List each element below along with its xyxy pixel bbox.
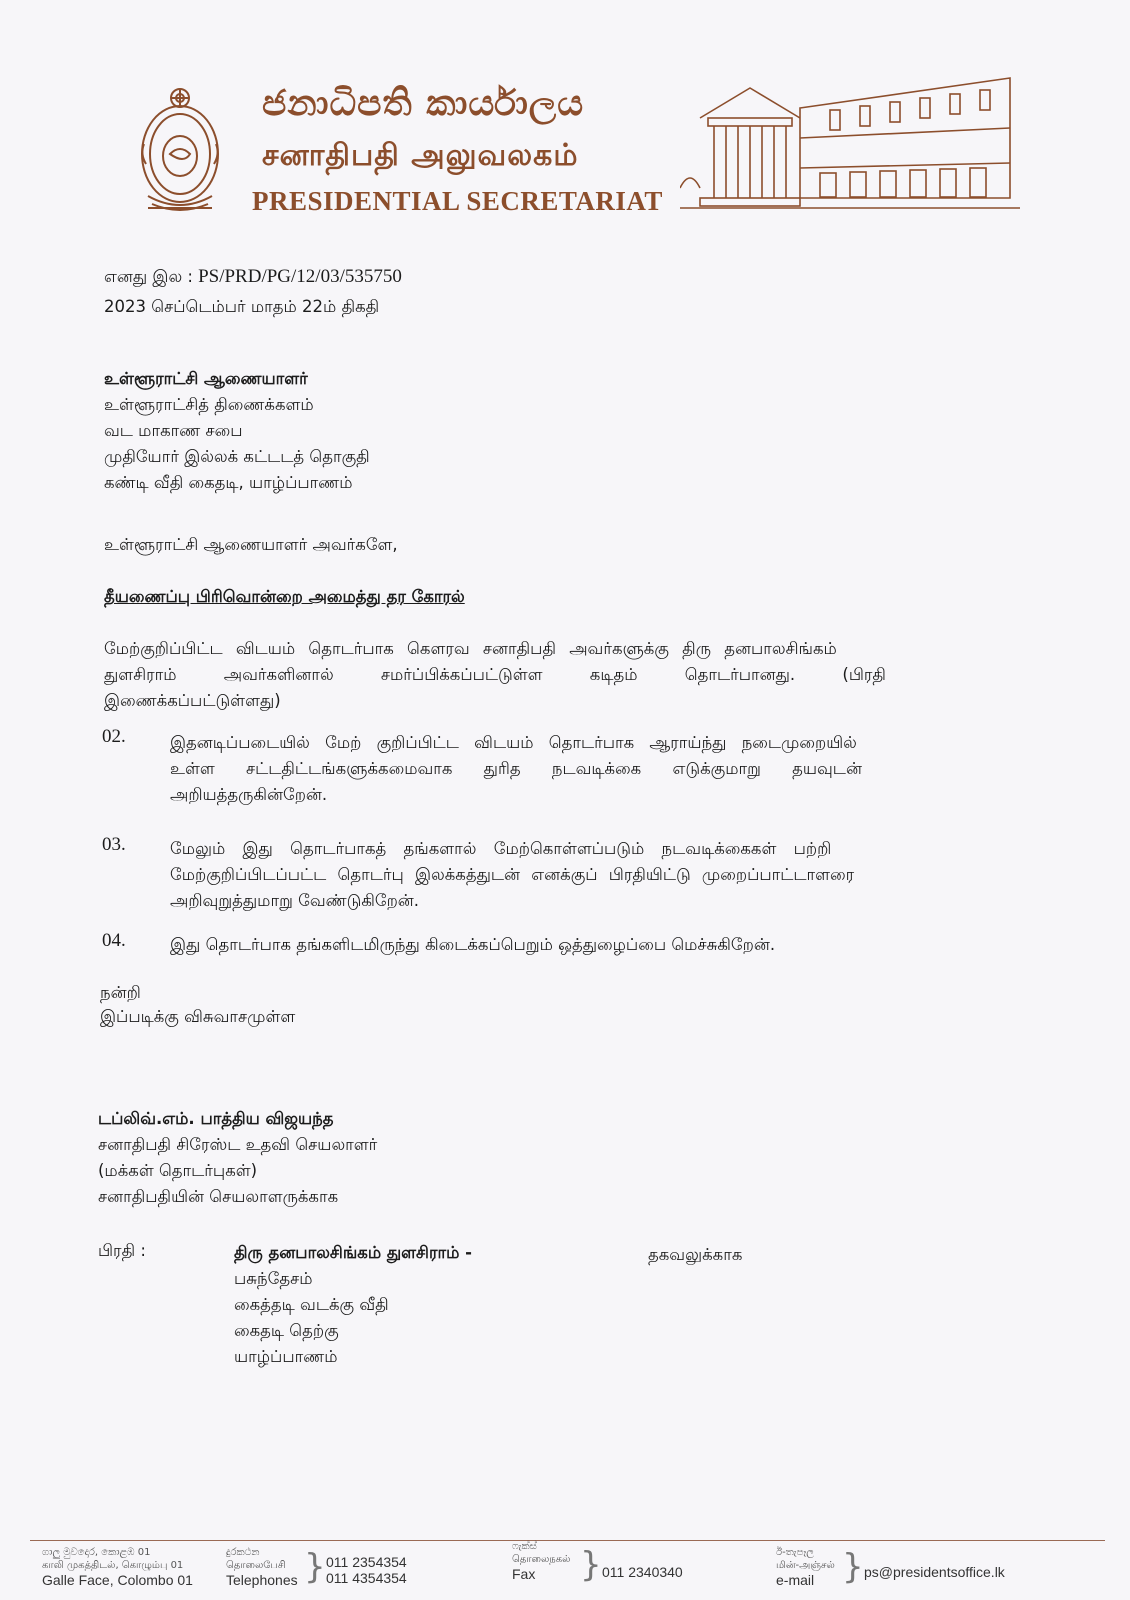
footer-tel-sinhala: දුරකථන — [226, 1547, 260, 1558]
footer-address — [42, 1546, 193, 1588]
paragraph-line: மேற்குறிப்பிட்ட விடயம் தொடர்பாக கௌரவ சனாதிபதி அவர்களுக்கு திரு தனபாலசிங்கம் — [104, 639, 837, 658]
footer-email-english: e-mail — [776, 1572, 815, 1588]
footer-fax-number: 011 2340340 — [602, 1564, 683, 1580]
signatory-title: சனாதிபதி சிரேஸ்ட உதவி செயலாளர் — [98, 1135, 378, 1154]
brace-icon: } — [580, 1545, 602, 1585]
signatory-title: (மக்கள் தொடர்புகள்) — [98, 1161, 258, 1180]
subject-heading: தீயணைப்பு பிரிவொன்றை அமைத்து தர கோரல் — [104, 587, 465, 606]
footer-fax-label — [512, 1540, 570, 1582]
footer-tel-tamil: தொலைபேசி — [226, 1560, 286, 1571]
paragraph-line: இது தொடர்பாக தங்களிடமிருந்து கிடைக்கப்பெறும் ஒத்துழைப்பை மெச்சுகிறேன். — [170, 935, 776, 954]
brace-icon: } — [842, 1547, 864, 1587]
footer-address-sinhala: ගාලු මුවදොර, කොළඹ 01 — [42, 1547, 151, 1558]
footer-address-english: Galle Face, Colombo 01 — [42, 1572, 193, 1588]
paragraph-line: மேலும் இது தொடர்பாகத் தங்களால் மேற்கொள்ளப்படும் நடவடிக்கைகள் பற்றி — [170, 839, 832, 858]
footer-tel-number: 011 2354354 — [326, 1554, 407, 1570]
recipient-line: வட மாகாண சபை — [104, 421, 243, 440]
closing-thanks: நன்றி — [100, 983, 141, 1002]
footer-fax-english: Fax — [512, 1566, 536, 1582]
copy-address-line: பசுந்தேசம் — [234, 1269, 313, 1288]
recipient-line: கண்டி வீதி கைதடி, யாழ்ப்பாணம் — [104, 473, 353, 492]
body-paragraph-1 — [104, 636, 994, 714]
sri-lanka-emblem-icon — [136, 84, 224, 216]
footer-email-tamil: மின்-அஞ்சல் — [776, 1560, 835, 1571]
paragraph-line: இதனடிப்படையில் மேற் குறிப்பிட்ட விடயம் தொடர்பாக ஆராய்ந்து நடைமுறையில் — [170, 733, 857, 752]
presidential-building-icon — [680, 48, 1020, 220]
copy-label: பிரதி : — [98, 1241, 146, 1260]
body-item-4 — [170, 932, 990, 958]
paragraph-line: அறியத்தருகின்றேன். — [170, 785, 328, 804]
footer-fax-sinhala: ෆැක්ස් — [512, 1541, 537, 1552]
paragraph-line: துளசிராம் அவர்களினால் சமர்ப்பிக்கப்பட்டுள்ள கடிதம் தொடர்பானது. (பிரதி — [104, 665, 886, 684]
body-item-2 — [170, 730, 990, 808]
recipient-line: உள்ளூராட்சி ஆணையாளர் — [104, 369, 308, 388]
footer-address-tamil: காலி முகத்திடல், கொழும்பு 01 — [42, 1560, 184, 1571]
footer-email-sinhala: ඊ-තැපෑල — [776, 1547, 814, 1558]
footer-tel-english: Telephones — [226, 1572, 298, 1588]
brace-icon: } — [304, 1547, 326, 1587]
copy-address-line: யாழ்ப்பாணம் — [234, 1347, 338, 1366]
footer-email-link[interactable]: ps@presidentsoffice.lk — [864, 1564, 1005, 1580]
paragraph-line: இணைக்கப்பட்டுள்ளது) — [104, 691, 281, 710]
item-number: 02. — [102, 726, 126, 747]
recipient-line: முதியோர் இல்லக் கட்டடத் தொகுதி — [104, 447, 370, 466]
footer-fax-tamil: தொலைநகல் — [512, 1554, 571, 1565]
recipient-line: உள்ளூராட்சித் திணைக்களம் — [104, 395, 314, 414]
item-number: 04. — [102, 930, 126, 951]
paragraph-line: அறிவுறுத்துமாறு வேண்டுகிறேன். — [170, 891, 420, 910]
letterhead-sinhala: ජනාධිපති කාර්යාලය — [262, 82, 585, 124]
salutation: உள்ளூராட்சி ஆணையாளர் அவர்களே, — [104, 535, 398, 554]
copy-address-line: கைதடி தெற்கு — [234, 1321, 339, 1340]
letter-date: 2023 செப்டெம்பர் மாதம் 22ம் திகதி — [104, 297, 380, 316]
footer-telephone-label — [226, 1546, 298, 1588]
reference-number: PS/PRD/PG/12/03/535750 — [198, 266, 402, 287]
paragraph-line: மேற்குறிப்பிடப்பட்ட தொடர்பு இலக்கத்துடன் எனக்குப் பிரதியிட்டு முறைப்பாட்டாளரை — [170, 865, 855, 884]
reference-line — [104, 264, 402, 290]
copy-purpose: தகவலுக்காக — [648, 1245, 743, 1264]
footer-telephone-numbers — [326, 1554, 407, 1586]
body-item-3 — [170, 836, 990, 914]
signatory-title: சனாதிபதியின் செயலாளருக்காக — [98, 1187, 339, 1206]
copy-address-line: கைத்தடி வடக்கு வீதி — [234, 1295, 389, 1314]
closing-regards: இப்படிக்கு விசுவாசமுள்ள — [100, 1007, 296, 1026]
paragraph-line: உள்ள சட்டதிட்டங்களுக்கமைவாக துரித நடவடிக்கை எடுக்குமாறு தயவுடன் — [170, 759, 862, 778]
footer-email-label — [776, 1546, 835, 1588]
letterhead-english: PRESIDENTIAL SECRETARIAT — [252, 186, 663, 216]
copy-recipient-name: திரு தனபாலசிங்கம் துளசிராம் - — [234, 1243, 472, 1262]
signatory-name: டப்லிவ்.எம். பாத்திய விஜயந்த — [98, 1109, 334, 1128]
item-number: 03. — [102, 834, 126, 855]
reference-label: எனது இல : — [104, 267, 193, 286]
letterhead-tamil: சனாதிபதி அலுவலகம் — [262, 138, 579, 173]
footer-tel-number: 011 4354354 — [326, 1570, 407, 1586]
